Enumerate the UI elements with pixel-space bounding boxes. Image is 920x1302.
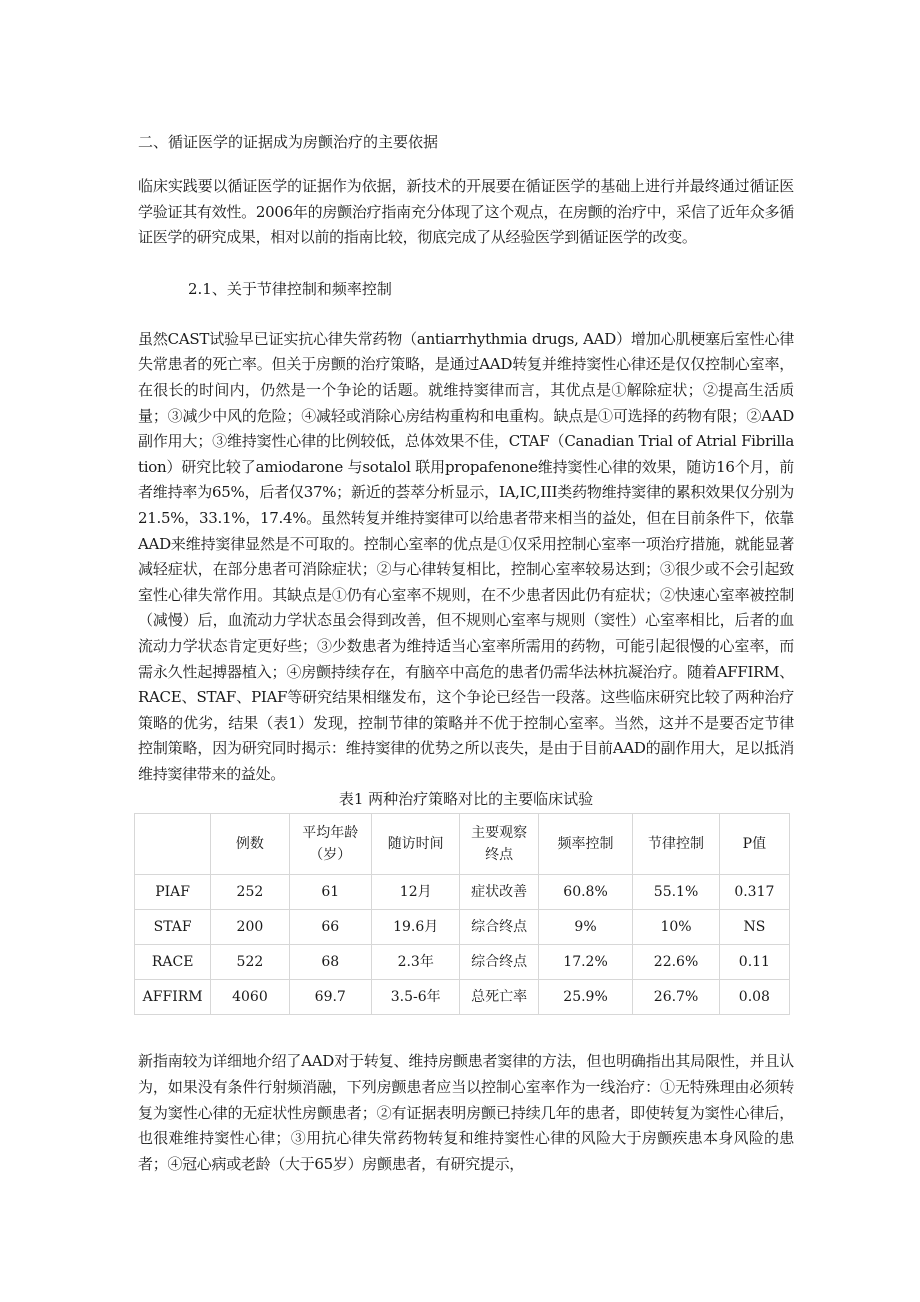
closing-paragraph: 新指南较为详细地介绍了AAD对于转复、维持房颤患者窦律的方法，但也明确指出其局限性，并且认为，如果没有条件行射频消融，下列房颤患者应当以控制心室率作为一线治疗：①无特殊理由必须转复为窦性心律的无症状性房颤患者；②有证据表明房颤已持续几年的患者，即使转复为窦性心律后，也很难维持窦性心律；③用抗心律失常药物转复和维持窦性心律的风险大于房颤疾患本身风险的患者；④冠心病或老龄（大于65岁）房颤患者，有研究提示， bbox=[138, 1052, 794, 1173]
table-cell: NS bbox=[719, 910, 789, 945]
table-header-cell: 平均年龄（岁） bbox=[289, 814, 371, 875]
main-paragraph: 虽然CAST试验早已证实抗心律失常药物（antiarrhythmia drugs, AAD）增加心肌梗塞后室性心律失常患者的死亡率。但关于房颤的治疗策略，是通过AAD转复并维持窦性心律还是仅仅控制心室率，在很长的时间内，仍然是一个争论的话题。就维持窦律而言，其优点是①解除症状；②提高生活质量；③减少中风的危险；④减轻或消除心房结构重构和电重构。缺点是①可选择的药物有限；②AAD副作用大；③维持窦性心律的比例较低，总体效果不佳，CTAF（Canadian Trial of Atrial Fibrillation）研究比较了amiodarone 与sotalol 联用propafenone维持窦性心律的效果，随访16个月，前者维持率为65%，后者仅37%；新近的荟萃分析显示，IA,IC,III类药物维持窦律的累积效果仅分别为21.5%，33.1%，17.4%。虽然转复并维持窦律可以给患者带来相当的益处，但在目前条件下，依靠AAD来维持窦律显然是不可取的。控制心室率的优点是①仅采用控制心室率一项治疗措施，就能显著减轻症状，在部分患者可消除症状；②与心律转复相比，控制心室率较易达到；③很少或不会引起致室性心律失常作用。其缺点是①仍有心室率不规则，在不少患者因此仍有症状；②快速心室率被控制（减慢）后，血流动力学状态虽会得到改善，但不规则心室率与规则（窦性）心室率相比，后者的血流动力学状态肯定更好些；③少数患者为维持适当心室率所需用的药物，可能引起很慢的心室率，而需永久性起搏器植入；④房颤持续存在，有脑卒中高危的患者仍需华法林抗凝治疗。随着AFFIRM、RACE、STAF、PIAF等研究结果相继发布，这个争论已经告一段落。这些临床研究比较了两种治疗策略的优劣，结果（表1）发现，控制节律的策略并不优于控制心室率。当然，这并不是要否定节律控制策略，因为研究同时揭示：维持窦律的优势之所以丧失，是由于目前AAD的副作用大，足以抵消维持窦律带来的益处。 bbox=[138, 329, 794, 783]
table-cell: 522 bbox=[211, 945, 289, 980]
table-cell: 17.2% bbox=[538, 945, 633, 980]
table-header-row bbox=[135, 814, 790, 875]
table-header-cell: 例数 bbox=[211, 814, 289, 875]
table-cell: 60.8% bbox=[538, 875, 633, 910]
table-header-cell: 随访时间 bbox=[371, 814, 459, 875]
table-row bbox=[135, 875, 790, 910]
table-cell: 0.317 bbox=[719, 875, 789, 910]
table-cell: 200 bbox=[211, 910, 289, 945]
table-cell: 2.3年 bbox=[371, 945, 459, 980]
table-cell: 综合终点 bbox=[460, 910, 538, 945]
table-cell: 61 bbox=[289, 875, 371, 910]
table-cell: 10% bbox=[633, 910, 719, 945]
table-cell: 3.5-6年 bbox=[371, 980, 459, 1015]
table-cell: STAF bbox=[135, 910, 211, 945]
table-cell: 22.6% bbox=[633, 945, 719, 980]
trials-table bbox=[134, 813, 790, 1015]
table-title: 表1 两种治疗策略对比的主要临床试验 bbox=[338, 790, 594, 809]
section-heading: 二、循证医学的证据成为房颤治疗的主要依据 bbox=[138, 133, 439, 151]
table-cell: RACE bbox=[135, 945, 211, 980]
table-row bbox=[135, 945, 790, 980]
table-cell: 4060 bbox=[211, 980, 289, 1015]
table-row bbox=[135, 910, 790, 945]
table-header-cell: 节律控制 bbox=[633, 814, 719, 875]
table-header-cell: 主要观察终点 bbox=[460, 814, 538, 875]
table-cell: 12月 bbox=[371, 875, 459, 910]
table-cell: 9% bbox=[538, 910, 633, 945]
table-cell: PIAF bbox=[135, 875, 211, 910]
table-cell: 19.6月 bbox=[371, 910, 459, 945]
document-page bbox=[138, 130, 794, 1177]
subsection-heading: 2.1、关于节律控制和频率控制 bbox=[188, 279, 392, 298]
table-cell: 0.08 bbox=[719, 980, 789, 1015]
table-cell: 0.11 bbox=[719, 945, 789, 980]
table-header-cell bbox=[135, 814, 211, 875]
table-cell: 252 bbox=[211, 875, 289, 910]
table-cell: 68 bbox=[289, 945, 371, 980]
table-cell: 66 bbox=[289, 910, 371, 945]
table-row bbox=[135, 980, 790, 1015]
table-cell: 69.7 bbox=[289, 980, 371, 1015]
table-cell: 总死亡率 bbox=[460, 980, 538, 1015]
table-cell: 25.9% bbox=[538, 980, 633, 1015]
table-cell: 症状改善 bbox=[460, 875, 538, 910]
table-cell: 26.7% bbox=[633, 980, 719, 1015]
table-cell: 综合终点 bbox=[460, 945, 538, 980]
table-cell: 55.1% bbox=[633, 875, 719, 910]
intro-paragraph: 临床实践要以循证医学的证据作为依据，新技术的开展要在循证医学的基础上进行并最终通过循证医学验证其有效性。2006年的房颤治疗指南充分体现了这个观点，在房颤的治疗中，采信了近年众多循证医学的研究成果，相对以前的指南比较，彻底完成了从经验医学到循证医学的改变。 bbox=[138, 177, 794, 247]
table-header-cell: 频率控制 bbox=[538, 814, 633, 875]
table-header-cell: P值 bbox=[719, 814, 789, 875]
table-cell: AFFIRM bbox=[135, 980, 211, 1015]
